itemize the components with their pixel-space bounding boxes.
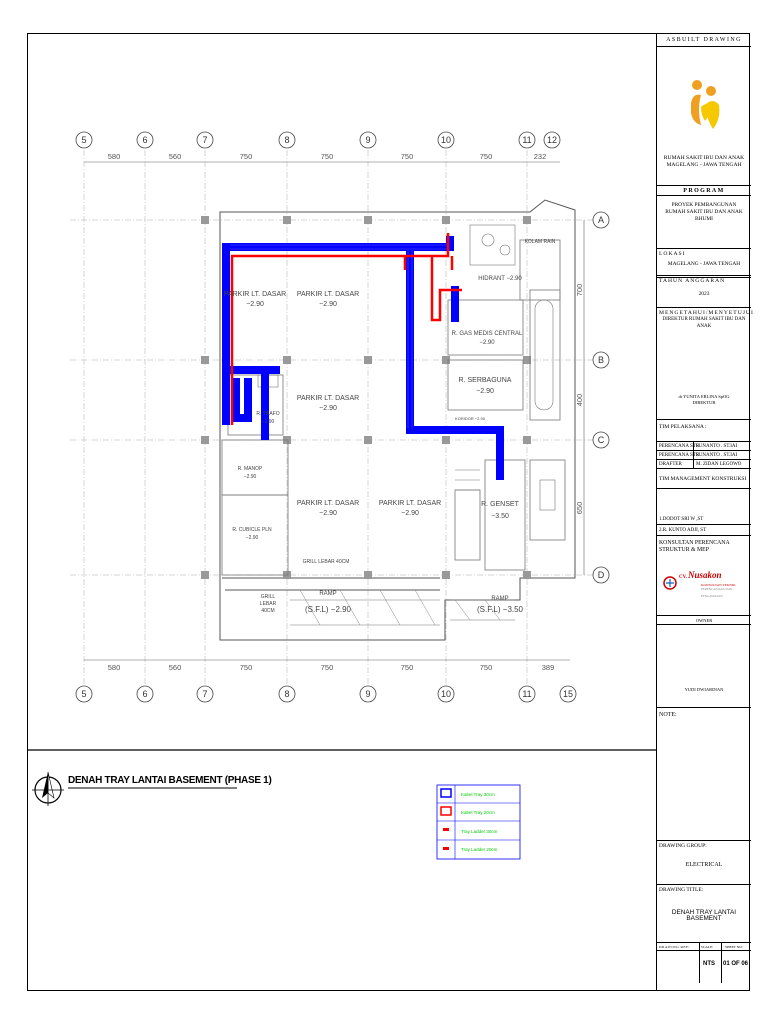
legend-swatch <box>443 828 449 831</box>
grid-row-label: C <box>597 435 605 445</box>
grid-col-label: 9 <box>365 135 371 145</box>
program-line: RUMAH SAKIT IBU DAN ANAK <box>665 209 743 215</box>
grid-col-label: 5 <box>81 135 87 145</box>
drawing-group: DRAWING GROUP: ELECTRICAL <box>657 841 751 885</box>
dim-top: 580 <box>107 152 121 161</box>
dim-top: 750 <box>479 152 493 161</box>
lokasi-value: MAGELANG - JAWA TENGAH <box>667 261 741 267</box>
owner-name: YUDI DWIARDIAN <box>684 687 724 692</box>
room-level: −2.90 <box>261 419 275 425</box>
dim-right: 400 <box>575 393 584 407</box>
grid-bubbles-top <box>76 132 560 148</box>
room-label: LEBAR <box>259 601 277 607</box>
mk-member: 2.R. KUNTO ADJI, ST <box>657 525 751 536</box>
grid-col-label: 9 <box>365 689 371 699</box>
note-block: NOTE: <box>657 708 751 841</box>
drawing-group-value: ELECTRICAL <box>685 861 723 868</box>
hospital-logo-block <box>657 47 751 186</box>
room-label: R. GENSET <box>481 501 519 508</box>
legend-swatch <box>443 847 449 850</box>
room-level: −2.90 <box>319 405 337 412</box>
grid-row-label: B <box>597 355 605 365</box>
room-level: (S.F.L) −3.50 <box>476 605 524 614</box>
dim-bottom: 750 <box>239 663 253 672</box>
team-row: DRAFTER M. ZIDAN LEGOWO <box>657 460 751 469</box>
asbuilt-header: ASBUILT DRAWING <box>657 33 751 47</box>
tahun-block: TAHUN ANGGARAN 2023 <box>657 276 751 308</box>
north-arrow-icon <box>32 772 64 806</box>
room-label: R. GAS MEDIS CENTRAL <box>451 331 523 337</box>
grid-col-label: 7 <box>202 689 208 699</box>
mengetahui-block: MENGETAHUI/MENYETUJUI DIREKTUR RUMAH SAKIT IBU DAN ANAK dr YUNITA ERLINA SpOG DIREKTUR <box>657 308 751 420</box>
legend <box>437 785 520 859</box>
drawing-title-value: DENAH TRAY LANTAI BASEMENT <box>671 908 737 922</box>
dim-right: 650 <box>575 501 584 515</box>
room-label: HIDRANT −2.90 <box>478 276 522 282</box>
room-level: −2.90 <box>319 301 337 308</box>
sheet-number: 01 OF 06 <box>723 961 749 967</box>
dim-bottom: 750 <box>400 663 414 672</box>
director-name: dr YUNITA ERLINA SpOG <box>678 394 730 399</box>
grid-col-label: 6 <box>142 689 148 699</box>
grid-col-label: 11 <box>522 135 532 145</box>
room-label: 40CM <box>261 608 275 614</box>
team-row: PERENCANA STR SUNANTO . ST.IAI <box>657 442 751 451</box>
drawing-title-block: DRAWING TITLE: DENAH TRAY LANTAI BASEMENT <box>657 885 751 943</box>
company-name: Nusakon <box>688 570 722 580</box>
room-label: R. TRAFO <box>256 411 280 417</box>
room-label: PARKIR LT. DASAR <box>378 500 442 507</box>
grid-col-label: 6 <box>142 135 148 145</box>
room-level: −2.90 <box>401 510 419 517</box>
owner-label: OWNER <box>657 616 751 625</box>
legend-label: Tray Ladder 30cm <box>461 829 498 834</box>
room-label: R. SERBAGUNA <box>458 377 512 384</box>
cable-tray-30cm <box>223 236 500 480</box>
company-logo-icon <box>663 576 677 590</box>
dim-bottom: 560 <box>168 663 182 672</box>
director-title: DIREKTUR <box>692 400 716 405</box>
grid-col-label: 11 <box>522 689 532 699</box>
grid-col-label: 5 <box>81 689 87 699</box>
grid-col-label: 10 <box>440 689 452 699</box>
tim-mk: TIM MANAGEMENT KONSTRUKSI <box>657 469 751 489</box>
grid-col-label: 15 <box>562 689 574 699</box>
room-label: R. MANOP <box>237 466 263 472</box>
room-level: (S.F.L) −2.90 <box>304 605 352 614</box>
grid-col-label: 8 <box>284 689 290 699</box>
room-label: RAMP <box>491 596 509 602</box>
room-label: GRILL <box>260 594 276 600</box>
room-label: PARKIR LT. DASAR <box>296 291 360 298</box>
grid-col-label: 7 <box>202 135 208 145</box>
grid-row-label: A <box>597 215 605 225</box>
dim-right: 700 <box>575 283 584 297</box>
hospital-logo-icon <box>657 57 751 157</box>
dim-bottom: 750 <box>479 663 493 672</box>
room-level: −2.90 <box>243 474 257 480</box>
grid-col-label: 12 <box>546 135 558 145</box>
room-label: R. CUBICLE PLN <box>232 527 272 533</box>
legend-label: Kabel Tray 20cm <box>461 810 495 815</box>
owner-block <box>657 625 751 708</box>
legend-label: Tray Ladder 20cm <box>461 847 498 852</box>
program-line: BHUMI <box>695 216 713 222</box>
sheet-info <box>657 951 751 991</box>
scale-value: NTS <box>703 961 715 967</box>
grid-row-label: D <box>597 570 605 580</box>
dim-top: 750 <box>400 152 414 161</box>
room-level: −2.90 <box>319 510 337 517</box>
room-level: −3.50 <box>491 513 509 520</box>
room-label: KOLAM RAIN <box>524 239 556 245</box>
dim-top: 750 <box>320 152 334 161</box>
room-label: PARKIR LT. DASAR <box>296 500 360 507</box>
room-level: −2.90 <box>246 301 264 308</box>
legend-label: Kabel Tray 30cm <box>461 792 495 797</box>
hospital-name: RUMAH SAKIT IBU DAN ANAK <box>663 155 745 161</box>
dim-bottom: 750 <box>320 663 334 672</box>
drawing-title: DENAH TRAY LANTAI BASEMENT (PHASE 1) <box>68 775 272 786</box>
program-line: PROYEK PEMBANGUNAN <box>671 202 737 208</box>
room-label: PARKIR LT. DASAR <box>296 395 360 402</box>
dim-top: 232 <box>533 152 547 161</box>
room-label: KORIDOR −2.90 <box>455 416 485 421</box>
tim-pelaksana: TIM PELAKSANA : <box>657 420 751 442</box>
grid-col-label: 8 <box>284 135 290 145</box>
tahun-value: 2023 <box>698 291 710 297</box>
program-label: PROGRAM <box>657 186 751 196</box>
dim-top: 560 <box>168 152 182 161</box>
dim-bottom: 389 <box>541 663 555 672</box>
mk-member: 1.DODOT SRI W ,ST <box>657 514 751 525</box>
team-row: PERENCANA STR SUNANTO . ST.IAI <box>657 451 751 460</box>
grid-col-label: 10 <box>440 135 452 145</box>
room-label: RAMP <box>319 591 337 597</box>
dim-bottom: 580 <box>107 663 121 672</box>
hospital-location: MAGELANG - JAWA TENGAH <box>666 162 742 168</box>
room-label: PARKIR LT. DASAR <box>223 291 287 298</box>
lokasi-block: LOKASI MAGELANG - JAWA TENGAH <box>657 248 751 276</box>
company-logo: CV. Nusakon KONSULTAN TEKNIK PERENCANAAN DAN PENGAWASAN <box>663 574 749 594</box>
dim-top: 750 <box>239 152 253 161</box>
title-block <box>656 33 754 991</box>
room-level: −2.90 <box>245 535 259 541</box>
room-label: GRILL LEBAR 40CM <box>302 559 350 565</box>
ref-header: DRAWING REF: SCALE: SHEET NO: <box>657 943 751 951</box>
room-level: −2.90 <box>479 340 495 346</box>
konsultan-block: KONSULTAN PERENCANA STRUKTUR & MEP CV. Nusakon KONSULTAN TEKNIK PERENCANAAN DAN PENGAWASAN <box>657 536 751 616</box>
room-level: −2.90 <box>476 388 494 395</box>
